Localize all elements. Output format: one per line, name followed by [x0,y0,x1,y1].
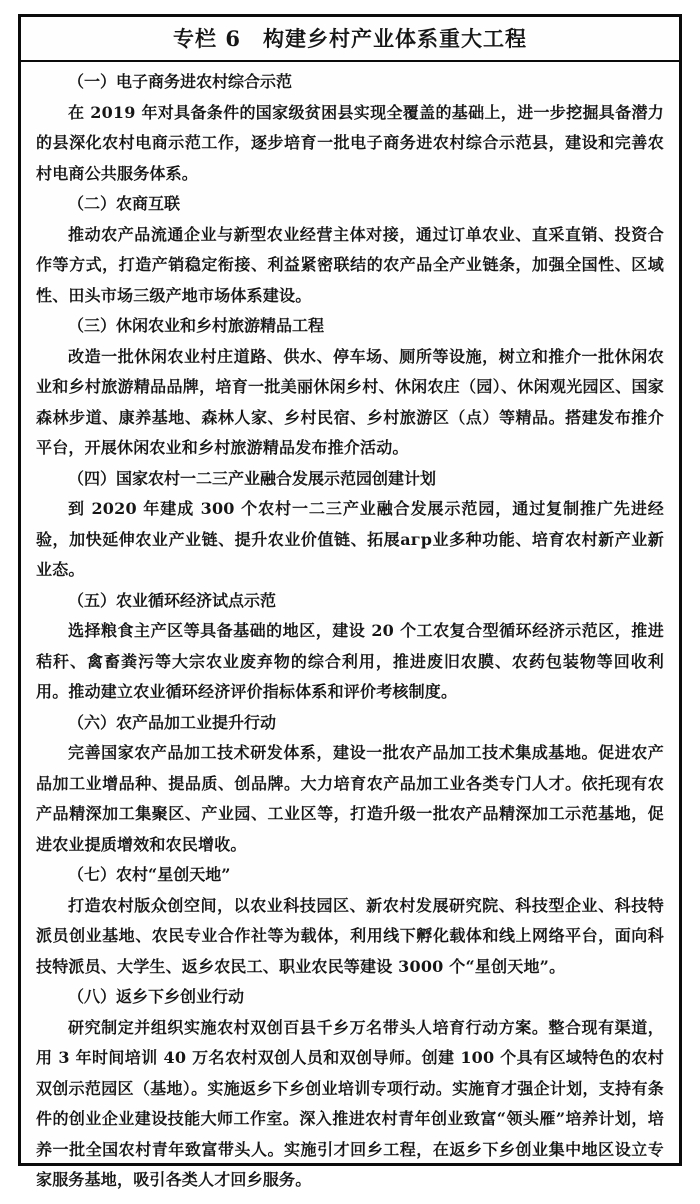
section [36,708,664,861]
column-panel [18,14,682,1189]
section-paragraph: 推动农产品流通企业与新型农业经营主体对接，通过订单农业、直采直销、投资合作等方式，打造产销稳定衔接、利益紧密联结的农产品全产业链条，加强全国性、区域性、田头市场三级产地市场体系建设。 [36,224,664,305]
section-heading: （七）农村“星创天地” [68,865,231,884]
section-heading: （三）休闲农业和乡村旅游精品工程 [68,316,325,335]
section-paragraph: 改造一批休闲农业村庄道路、供水、停车场、厕所等设施，树立和推介一批休闲农业和乡村旅游精品品牌，培育一批美丽休闲乡村、休闲农庄（园）、休闲观光园区、国家森林步道、康养基地、森林人家、乡村民宿、乡村旅游区（点）等精品。搭建发布推介平台，开展休闲农业和乡村旅游精品发布推介活动。 [36,346,664,457]
section-heading: （四）国家农村一二三产业融合发展示范园创建计划 [68,468,437,488]
section [36,311,664,464]
section-heading: （六）农产品加工业提升行动 [68,712,277,732]
section [36,67,664,189]
panel-body [21,62,679,1204]
section [36,586,664,708]
section [36,189,664,311]
section [36,860,664,982]
section [36,982,664,1196]
section-paragraph: 到 2020 年建成 300 个农村一二三产业融合发展示范园，通过复制推广先进经验，加快延伸农业产业链、提升农业价值链、拓展агр业多种功能、培育农村新产业新业态。 [36,499,664,579]
section-heading: （八）返乡下乡创业行动 [68,987,245,1006]
section-heading: （五）农业循环经济试点示范 [68,590,277,610]
section-heading: （一）电子商务进农村综合示范 [68,72,293,91]
section [36,464,664,586]
panel-title: 专栏 6 构建乡村产业体系重大工程 [21,17,679,62]
section-paragraph: 在 2019 年对具备条件的国家级贫困县实现全覆盖的基础上，进一步挖掘具备潜力的县深化农村电商示范工作，逐步培育一批电子商务进农村综合示范县，建设和完善农村电商公共服务体系。 [36,102,664,183]
section-paragraph: 选择粮食主产区等具备基础的地区，建设 20 个工农复合型循环经济示范区，推进秸秆、禽畜粪污等大宗农业废弃物的综合利用，推进废旧农膜、农药包装物等回收利用。推动建立农业循环经济评价指标体系和评价考核制度。 [36,621,664,701]
section-paragraph: 研究制定并组织实施农村双创百县千乡万名带头人培育行动方案。整合现有渠道，用 3 年时间培训 40 万名农村双创人员和双创导师。创建 100 个具有区域特色的农村双创示范园区（基地）。实施返乡下乡创业培训专项行动。实施育才强企计划，支持有条件的创业企业建设技能大师工作室。深入推进农村青年创业致富“领头雁”培养计划，培养一批全国农村青年致富带头人。实施引才回乡工程，在返乡下乡创业集中地区设立专家服务基地，吸引各类人才回乡服务。 [36,1017,664,1189]
section-paragraph: 完善国家农产品加工技术研发体系，建设一批农产品加工技术集成基地。促进农产品加工业增品种、提品质、创品牌。大力培育农产品加工业各类专门人才。依托现有农产品精深加工集聚区、产业园、工业区等，打造升级一批农产品精深加工示范基地，促进农业提质增效和农民增收。 [36,743,664,854]
section-heading: （二）农商互联 [68,194,181,213]
section-paragraph: 打造农村版众创空间，以农业科技园区、新农村发展研究院、科技型企业、科技特派员创业基地、农民专业合作社等为载体，利用线下孵化载体和线上网络平台，面向科技特派员、大学生、返乡农民工、职业农民等建设 3000 个“星创天地”。 [36,895,664,976]
